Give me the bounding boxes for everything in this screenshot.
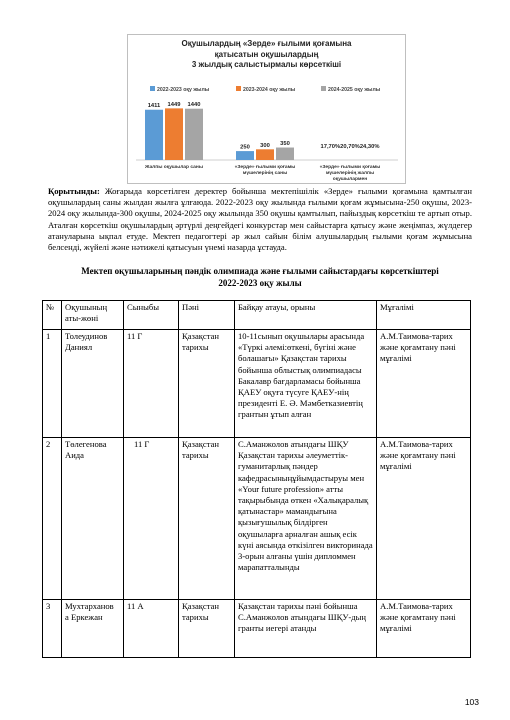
table-row: [43, 330, 471, 438]
results-table: [42, 300, 471, 658]
data-label: 300: [260, 142, 270, 149]
cell-teacher: А.М.Таимова-тарих және қоғамтану пәні мұғалімі: [377, 438, 471, 600]
category-label: «Зерде» ғылыми қоғамы: [319, 165, 381, 170]
cell-grade: 11 А: [124, 600, 179, 658]
category-label: мүшелерінің саны: [242, 171, 288, 176]
cell-number: 1: [43, 330, 62, 438]
header-grade: Сыныбы: [124, 301, 179, 330]
bar: [165, 108, 183, 160]
data-label: 350: [280, 141, 290, 148]
cell-competition: 10-11сынып оқушылары арасында «Түркі әлемі:өткені, бүгіні және болашағы» Қазақстан тарихы бойынша облыстық олимпиадасы Бакалавр бағдарламасы бойынша ҚАЕУ оқуға түсуге ҚАЕУ-нің президенті Е. Ә. Мәмбетказиевтің грантын ұтып алған: [235, 330, 377, 438]
cell-student-name: Мухтарханов а Еркежан: [62, 600, 124, 658]
chart-plot: [128, 35, 405, 183]
table-row: [43, 600, 471, 658]
table-row: [43, 438, 471, 600]
cell-teacher: А.М.Таимова-тарих және қоғамтану пәні мұғалімі: [377, 600, 471, 658]
bar: [256, 149, 274, 160]
legend-label: 2023-2024 оқу жылы: [243, 87, 296, 93]
header-competition: Байқау атауы, орыны: [235, 301, 377, 330]
cell-subject: Қазақстан тарихы: [179, 600, 235, 658]
legend-label: 2024-2025 оқу жылы: [328, 87, 381, 93]
data-label: 1440: [187, 102, 201, 109]
cell-number: 2: [43, 438, 62, 600]
category-label: «Зерде» ғылыми қоғамы: [234, 165, 296, 170]
data-label: 1411: [147, 103, 161, 110]
bar: [236, 151, 254, 160]
category-label: Жалпы оқушылар саны: [144, 165, 204, 170]
conclusion-text: Жоғарыда көрсетілген деректер бойынша мектепішілік «Зерде» ғылыми қоғамына қамтылған оқушылардың саны жылдан жылға ұлғаюда. 2022-2023 оқу жылында ғылыми қоғам жұмысына-250 оқушы, 2023-2024 оқу жылында-300 оқушы, 2024-2025 оқу жылында 350 оқушы қамтылып, пайыздық көрсеткіш те артып отыр. Аталған көрсеткіш оқушылардың әртүрлі деңгейдегі конкурстар мен сайыстарға қатысу және жеңімпаз, жүлдегер атануларына ықпал етуде. Мектеп педагогтері әр жыл сайын білім алушылардың ғылыми қоғам жұмысына белсенді, жүйелі және нәтижелі қатысуын үнемі назарда ұстауда.: [48, 186, 472, 253]
table-header-row: [43, 301, 471, 330]
page-number: 103: [464, 697, 479, 707]
cell-subject: Қазақстан тарихы: [179, 330, 235, 438]
cell-student-name: Төлегенова Аида: [62, 438, 124, 600]
header-number: №: [43, 301, 62, 330]
cell-number: 3: [43, 600, 62, 658]
section-title: Мектеп оқушыларының пәндік олимпиада және ғылыми сайыстардағы көрсеткіштері 2022-2023 оқу жылы: [81, 266, 439, 288]
cell-subject: Қазақстан тарихы: [179, 438, 235, 600]
bar: [276, 148, 294, 160]
cell-grade: 11 Г: [124, 438, 179, 600]
category-label: оқушылармен: [332, 177, 368, 182]
legend-swatch: [321, 86, 326, 91]
chart-title-line: қатысатын оқушылардың: [214, 49, 319, 59]
header-teacher: Мұғалімі: [377, 301, 471, 330]
cell-competition: С.Аманжолов атындағы ШҚУ Қазақстан тарихы әлеуметтік-гуманитарлық пәндер кафедрасыныңұйымдастыруы мен «Your future profession» атты тақырыбында өткен «Халықаралық қатынастар» мамандығына қызығушылық білдірген оқушыларға арналған ашық есік күні аясында өткізілген викторинада 3-орын алғаны үшін дипломмен марапатталынды: [235, 438, 377, 600]
cell-competition: Қазақстан тарихы пәні бойынша С.Аманжолов атындағы ШҚУ-дың гранты иегері атанды: [235, 600, 377, 658]
chart-title-line: Оқушылардың «Зерде» ғылыми қоғамына: [181, 39, 352, 48]
legend-swatch: [150, 86, 155, 91]
cell-student-name: Толеудинов Даниял: [62, 330, 124, 438]
category-label: мүшелерінің жалпы: [325, 171, 375, 176]
legend-label: 2022-2023 оқу жылы: [157, 87, 210, 93]
category-label: [325, 182, 376, 183]
conclusion-label: Қорытынды:: [48, 186, 100, 196]
chart-title-line: 3 жылдық салыстырмалы көрсеткіші: [191, 60, 342, 69]
chart: [127, 34, 406, 184]
data-label: 250: [240, 144, 250, 151]
conclusion-paragraph: [48, 186, 472, 253]
cell-grade: 11 Г: [124, 330, 179, 438]
cell-teacher: А.М.Таимова-тарих және қоғамтану пәні мұғалімі: [377, 330, 471, 438]
bar: [185, 109, 203, 160]
bar: [145, 110, 163, 160]
legend-swatch: [236, 86, 241, 91]
header-student-name: Оқушының аты-жөні: [62, 301, 124, 330]
data-label: 1449: [167, 101, 181, 108]
header-subject: Пәні: [179, 301, 235, 330]
percent-label: 17,70%20,70%24,30%: [320, 144, 380, 150]
